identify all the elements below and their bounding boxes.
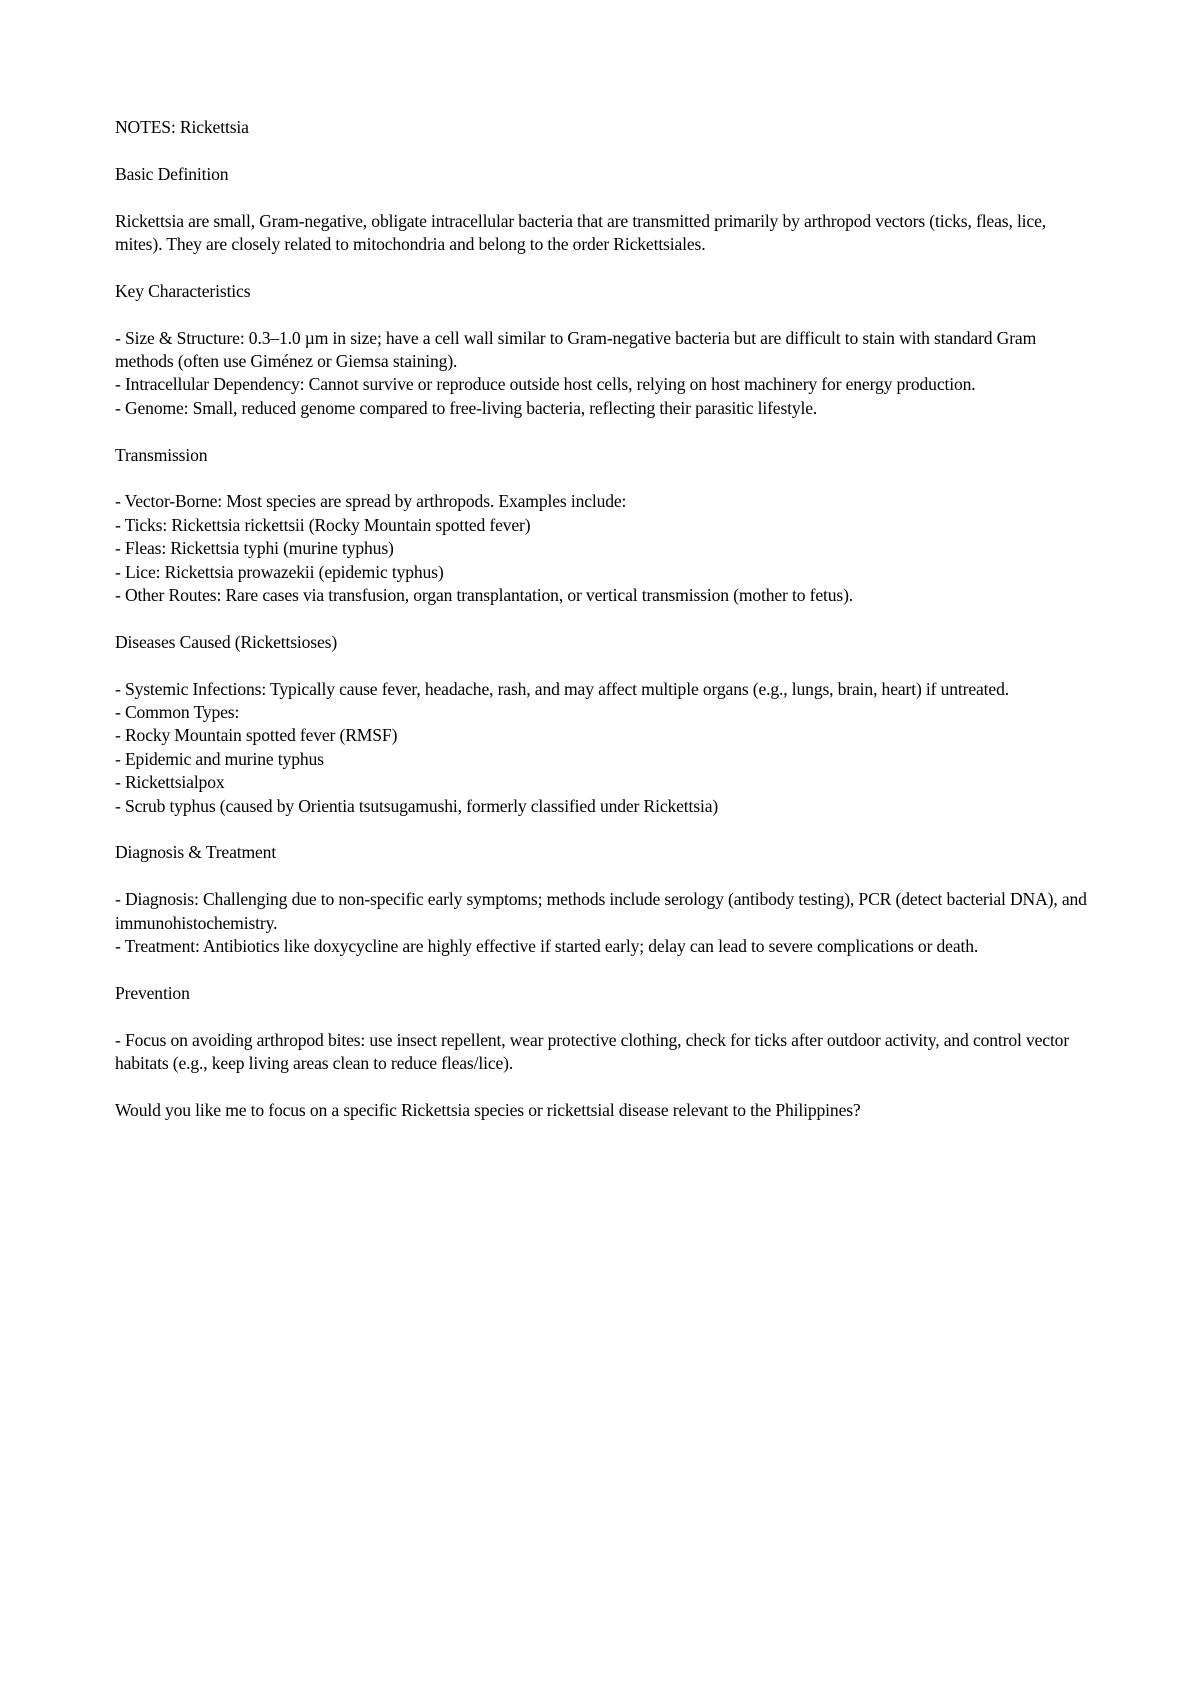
key-characteristics-list xyxy=(115,327,1090,421)
diagnosis-treatment-list xyxy=(115,888,1090,958)
list-item: - Rickettsialpox xyxy=(115,772,225,793)
list-item: - Rocky Mountain spotted fever (RMSF) xyxy=(115,725,398,746)
list-item: - Treatment: Antibiotics like doxycycline are highly effective if started early; delay can lead to severe complications or death. xyxy=(115,936,979,957)
list-item: - Genome: Small, reduced genome compared to free-living bacteria, reflecting their parasitic lifestyle. xyxy=(115,397,818,418)
list-item: - Common Types: xyxy=(115,702,240,723)
document-title: NOTES: Rickettsia xyxy=(115,117,249,137)
document-page xyxy=(115,116,1090,1146)
heading-basic-definition: Basic Definition xyxy=(115,163,229,184)
list-item: - Systemic Infections: Typically cause fever, headache, rash, and may affect multiple organs (e.g., lungs, brain, heart) if untreated. xyxy=(115,678,1009,699)
list-item: - Scrub typhus (caused by Orientia tsutsugamushi, formerly classified under Rickettsia) xyxy=(115,795,719,816)
heading-key-characteristics: Key Characteristics xyxy=(115,280,251,301)
list-item: - Focus on avoiding arthropod bites: use insect repellent, wear protective clothing, check for ticks after outdoor activity, and control vector habitats (e.g., keep living areas clean to reduce fleas/lice). xyxy=(115,1029,1070,1074)
list-item: - Ticks: Rickettsia rickettsii (Rocky Mountain spotted fever) xyxy=(115,514,531,535)
diseases-list xyxy=(115,678,1090,818)
list-item: - Epidemic and murine typhus xyxy=(115,748,324,769)
list-item: - Intracellular Dependency: Cannot survive or reproduce outside host cells, relying on host machinery for energy production. xyxy=(115,374,976,395)
list-item: - Vector-Borne: Most species are spread by arthropods. Examples include: xyxy=(115,491,627,512)
heading-diagnosis-treatment: Diagnosis & Treatment xyxy=(115,842,277,863)
heading-diseases: Diseases Caused (Rickettsioses) xyxy=(115,631,338,652)
list-item: - Lice: Rickettsia prowazekii (epidemic typhus) xyxy=(115,561,444,582)
transmission-list xyxy=(115,490,1090,607)
heading-transmission: Transmission xyxy=(115,444,208,465)
prevention-list xyxy=(115,1029,1090,1076)
heading-prevention: Prevention xyxy=(115,982,190,1003)
list-item: - Fleas: Rickettsia typhi (murine typhus) xyxy=(115,538,394,559)
list-item: - Other Routes: Rare cases via transfusion, organ transplantation, or vertical transmission (mother to fetus). xyxy=(115,585,854,606)
closing-question: Would you like me to focus on a specific Rickettsia species or rickettsial disease relevant to the Philippines? xyxy=(115,1099,861,1120)
basic-definition-text: Rickettsia are small, Gram-negative, obligate intracellular bacteria that are transmitted primarily by arthropod vectors (ticks, fleas, lice, mites). They are closely related to mitochondria and belong to the order Rickettsiales. xyxy=(115,210,1046,254)
list-item: - Size & Structure: 0.3–1.0 µm in size; have a cell wall similar to Gram-negative bacteria but are difficult to stain with standard Gram methods (often use Giménez or Giemsa staining). xyxy=(115,327,1037,371)
list-item: - Diagnosis: Challenging due to non-specific early symptoms; methods include serology (antibody testing), PCR (detect bacterial DNA), and immunohistochemistry. xyxy=(115,889,1087,933)
